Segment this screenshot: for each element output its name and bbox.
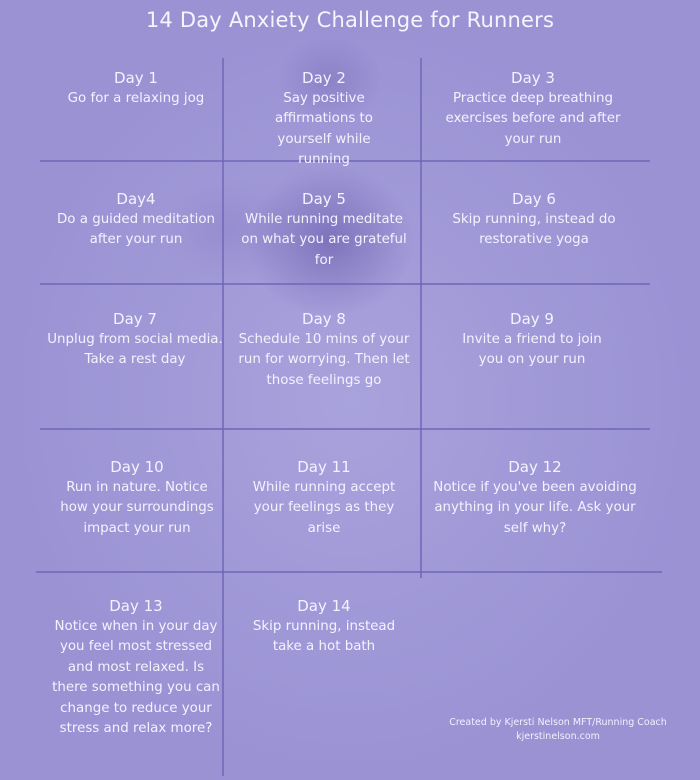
day-cell — [234, 309, 414, 391]
day-label: Day 5 — [302, 190, 346, 208]
day-label: Day 13 — [109, 597, 163, 615]
day-task: Invite a friend to join you on your run — [462, 331, 602, 367]
day-task: Unplug from social media. Take a rest day — [47, 331, 223, 367]
day-cell — [430, 68, 636, 150]
day-label: Day 14 — [297, 597, 351, 615]
day-task: Schedule 10 mins of your run for worrying. Then let those feelings go — [238, 331, 410, 388]
day-cell — [236, 189, 412, 271]
day-label: Day4 — [116, 190, 156, 208]
grid-line-horizontal — [36, 571, 662, 573]
day-label: Day 12 — [508, 458, 562, 476]
day-cell — [238, 596, 410, 658]
credit-line: Created by Kjersti Nelson MFT/Running Coach — [449, 717, 667, 728]
poster-title: 14 Day Anxiety Challenge for Runners — [145, 8, 555, 32]
day-label: Day 1 — [114, 69, 158, 87]
day-task: While running meditate on what you are grateful for — [241, 211, 407, 268]
grid-line-vertical — [222, 58, 224, 776]
grid-line-horizontal — [40, 283, 650, 285]
day-task: Do a guided meditation after your run — [56, 211, 216, 247]
day-cell — [50, 189, 222, 251]
day-task: Practice deep breathing exercises before and after your run — [445, 90, 621, 147]
day-label: Day 6 — [512, 190, 556, 208]
author-credit — [438, 716, 678, 744]
day-task: Say positive affirmations to yourself while running — [275, 90, 373, 167]
day-label: Day 10 — [110, 458, 164, 476]
day-cell — [430, 457, 640, 539]
day-task: Go for a relaxing jog — [67, 90, 205, 106]
day-label: Day 8 — [302, 310, 346, 328]
day-task: Run in nature. Notice how your surroundings impact your run — [60, 479, 214, 536]
day-label: Day 9 — [510, 310, 554, 328]
day-cell — [46, 309, 224, 371]
day-cell — [50, 596, 222, 740]
day-cell — [426, 309, 638, 371]
day-cell — [436, 189, 632, 251]
day-task: Skip running, instead do restorative yoga — [452, 211, 616, 247]
day-cell — [238, 457, 410, 539]
grid-line-horizontal — [40, 428, 650, 430]
credit-website: kjerstinelson.com — [516, 731, 600, 742]
day-task: Notice when in your day you feel most stressed and most relaxed. Is there something you can change to reduce your stress and relax more? — [52, 618, 220, 736]
day-label: Day 7 — [113, 310, 157, 328]
day-label: Day 11 — [297, 458, 351, 476]
day-cell — [52, 457, 222, 539]
day-label: Day 3 — [511, 69, 555, 87]
day-task: Notice if you've been avoiding anything in your life. Ask your self why? — [433, 479, 637, 536]
day-cell — [236, 68, 412, 171]
day-label: Day 2 — [302, 69, 346, 87]
day-cell — [48, 68, 224, 109]
day-task: While running accept your feelings as they arise — [252, 479, 396, 536]
day-task: Skip running, instead take a hot bath — [252, 618, 396, 654]
grid-line-vertical — [420, 58, 422, 578]
